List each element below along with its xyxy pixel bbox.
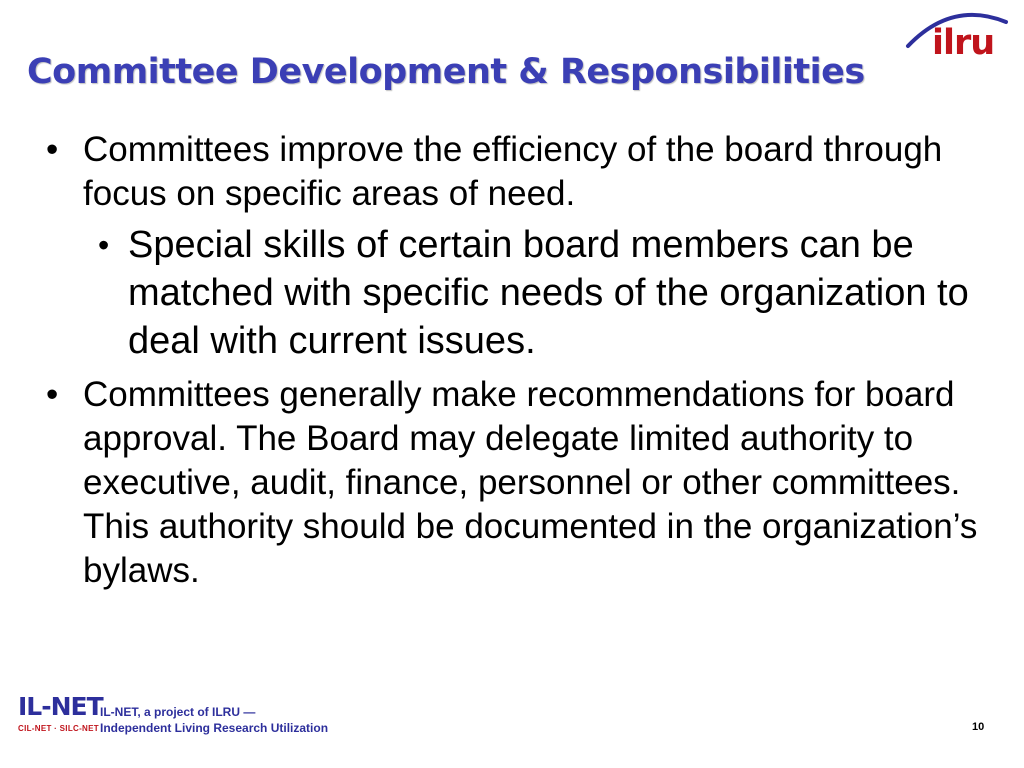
bullet-list	[40, 128, 980, 593]
sub-bullet-list	[83, 221, 980, 365]
il-net-logo	[18, 694, 103, 733]
footer-tagline-line2: Independent Living Research Utilization	[100, 721, 329, 735]
sub-bullet-item-1	[83, 221, 980, 365]
bullet-item-1	[40, 128, 980, 365]
il-net-logo-subline: CIL-NET · SILC-NET	[18, 724, 99, 733]
bullet-item-2	[40, 373, 980, 593]
ilru-logo-icon	[902, 8, 1012, 70]
footer-tagline	[100, 704, 328, 736]
sub-bullet-text-1: Special skills of certain board members can be matched with specific needs of the organization to deal with current issues.	[128, 224, 969, 362]
bullet-text-2: Committees generally make recommendations for board approval. The Board may delegate limited authority to executive, audit, finance, personnel or other committees. This authority should be documented in the organization’s bylaws.	[83, 375, 978, 590]
footer-tagline-line1: IL-NET, a project of ILRU —	[100, 705, 256, 719]
ilru-logo-text: ilru	[932, 23, 995, 63]
page-number: 10	[972, 721, 985, 733]
slide-title: Committee Development & Responsibilities	[27, 52, 865, 92]
slide-content	[40, 128, 980, 601]
bullet-text-1: Committees improve the efficiency of the board through focus on specific areas of need.	[83, 130, 943, 213]
il-net-logo-text: IL-NET	[18, 692, 103, 721]
